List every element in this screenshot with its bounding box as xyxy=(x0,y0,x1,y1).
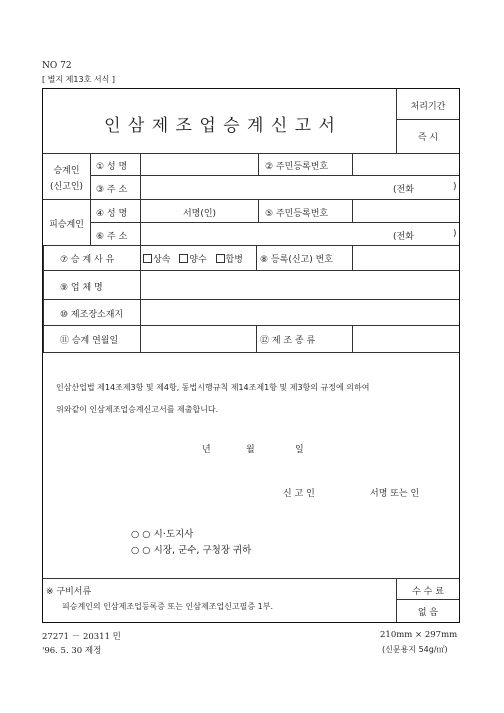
successor-address-field[interactable] xyxy=(146,182,386,194)
predecessor-name-label: ④ 성 명 xyxy=(96,209,128,219)
predecessor-rrn-field[interactable] xyxy=(356,206,456,218)
predecessor-address-label: ⑥ 주 소 xyxy=(96,232,128,242)
successor-reporter-label: (신고인) xyxy=(49,182,84,192)
company-name-field[interactable] xyxy=(146,280,446,292)
transfer-option[interactable]: 양수 xyxy=(179,255,206,265)
predecessor-phone-label: (전화 xyxy=(393,232,414,242)
processing-period-value: 즉 시 xyxy=(417,133,439,143)
successor-phone-close: ) xyxy=(453,182,457,192)
recipient-mayor: ○ ○ 시장, 군수, 구청장 귀하 xyxy=(131,545,252,556)
date-month: 월 xyxy=(246,445,255,455)
predecessor-label: 피승계인 xyxy=(49,220,84,230)
paper-type: (신문용지 54g/㎡) xyxy=(382,645,448,654)
succession-reason-options xyxy=(143,252,243,265)
predecessor-signature[interactable]: 서명(인) xyxy=(182,209,217,219)
applicant-signature[interactable]: 서명 또는 인 xyxy=(370,489,420,499)
merger-option[interactable]: 합병 xyxy=(216,255,243,265)
transfer-checkbox[interactable] xyxy=(179,254,188,263)
successor-rrn-label: ② 주민등록번호 xyxy=(265,162,329,172)
succession-date-field[interactable] xyxy=(146,333,251,345)
registration-number-label: ⑧ 등록(신고) 번호 xyxy=(260,255,333,265)
statement-line-2: 위와같이 인삼제조업승계신고서를 제출합니다. xyxy=(56,405,219,414)
form-number: NO 72 xyxy=(42,61,72,71)
required-documents-item: 피승계인의 인삼제조업등록증 또는 인삼제조업신고필증 1부. xyxy=(62,602,274,611)
plant-location-field[interactable] xyxy=(146,307,446,319)
processing-period-label: 처리기간 xyxy=(410,102,446,112)
statement-line-1: 인삼산업법 제14조제3항 및 제4항, 동법시행규칙 제14조제1항 및 제3항의 규정에 의하여 xyxy=(56,383,370,392)
product-type-field[interactable] xyxy=(356,333,456,345)
form-reference: [ 별지 제13호 서식 ] xyxy=(42,75,115,84)
successor-label: 승계인 xyxy=(53,166,80,176)
enactment-date: '96. 5. 30 제정 xyxy=(42,646,102,656)
product-type-label: ⑫ 제 조 종 류 xyxy=(260,336,316,346)
applicant-label: 신 고 인 xyxy=(283,489,315,499)
succession-date-label: ⑪ 승계 연월일 xyxy=(60,336,119,346)
required-documents-title: ※ 구비서류 xyxy=(46,587,92,597)
form-code: 27271 － 20311 민 xyxy=(42,632,121,642)
successor-phone-label: (전화 xyxy=(393,185,414,195)
merger-checkbox[interactable] xyxy=(216,254,225,263)
paper-size: 210mm × 297mm xyxy=(380,630,458,640)
fee-value: 없 음 xyxy=(417,608,439,618)
inheritance-checkbox[interactable] xyxy=(143,254,152,263)
succession-reason-label: ⑦ 승 계 사 유 xyxy=(60,255,115,265)
predecessor-address-field[interactable] xyxy=(146,229,386,241)
date-year: 년 xyxy=(202,445,211,455)
plant-location-label: ⑩ 제조장소재지 xyxy=(60,310,124,320)
successor-name-label: ① 성 명 xyxy=(96,162,128,172)
fee-label: 수 수 료 xyxy=(412,587,444,597)
predecessor-phone-close: ) xyxy=(453,229,457,239)
company-name-label: ⑨ 업 체 명 xyxy=(60,283,103,293)
registration-number-field[interactable] xyxy=(356,252,456,264)
successor-rrn-field[interactable] xyxy=(356,159,456,171)
form-title: 인 삼 제 조 업 승 계 신 고 서 xyxy=(104,116,336,136)
date-day: 일 xyxy=(295,445,304,455)
predecessor-rrn-label: ⑤ 주민등록번호 xyxy=(265,209,329,219)
recipient-governor: ○ ○ 시·도지사 xyxy=(131,529,194,540)
inheritance-option[interactable]: 상속 xyxy=(143,255,170,265)
successor-address-label: ③ 주 소 xyxy=(96,185,128,195)
